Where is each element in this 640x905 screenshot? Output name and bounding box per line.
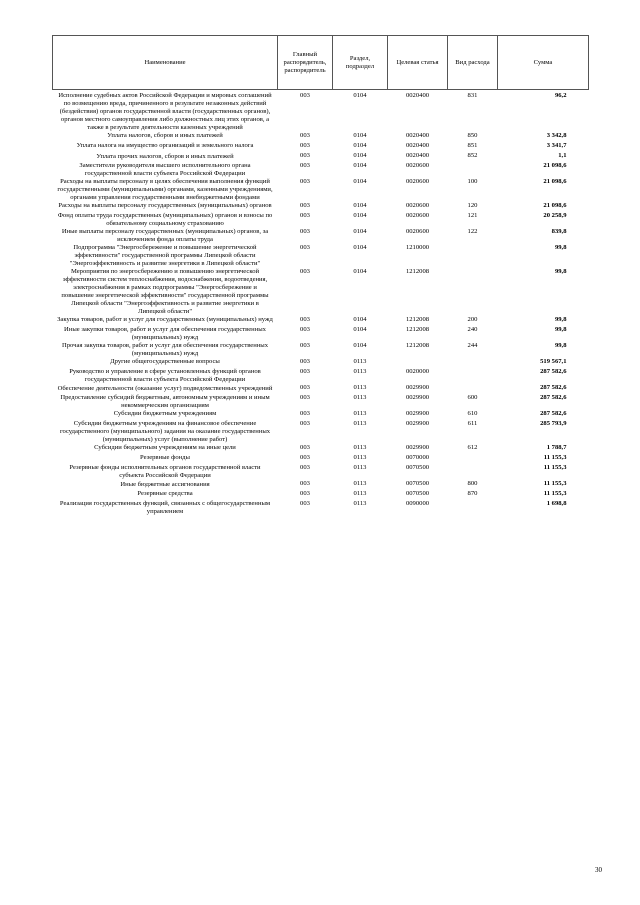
row-expense — [448, 162, 498, 178]
row-target: 0020400 — [405, 132, 430, 139]
table-row — [53, 464, 589, 480]
table-row — [53, 394, 589, 410]
row-target: 0020600 — [405, 178, 430, 185]
row-admin: 003 — [300, 480, 310, 487]
row-sum: 99,8 — [554, 244, 567, 251]
row-target: 1210000 — [405, 244, 430, 251]
table-row — [53, 342, 589, 358]
header-sum: Сумма — [498, 36, 589, 90]
table-row — [53, 316, 589, 326]
row-admin: 003 — [300, 384, 310, 391]
row-expense: 831 — [467, 92, 478, 99]
row-target: 0020600 — [405, 228, 430, 235]
row-expense: 240 — [467, 326, 478, 333]
row-expense — [448, 384, 498, 394]
row-sum: 287 582,6 — [540, 394, 567, 401]
row-admin: 003 — [300, 464, 310, 471]
row-target: 0029900 — [405, 410, 430, 417]
row-target: 0020600 — [405, 212, 430, 219]
row-target: 0020400 — [405, 92, 430, 99]
row-section: 0113 — [353, 480, 367, 487]
row-section: 0104 — [353, 92, 367, 99]
row-section: 0104 — [353, 326, 367, 333]
row-target: 0029900 — [405, 394, 430, 401]
row-section: 0104 — [353, 132, 367, 139]
row-sum: 21 098,6 — [543, 162, 567, 169]
row-target: 0020400 — [405, 152, 430, 159]
row-name: Заместители руководителя высшего исполнительного органа государственной власти субъекта Российской Федерации — [79, 162, 251, 177]
table-row — [53, 326, 589, 342]
row-admin: 003 — [300, 394, 310, 401]
table-row — [53, 132, 589, 142]
row-target: 1212008 — [405, 342, 430, 349]
row-expense: 100 — [467, 178, 478, 185]
row-section: 0113 — [353, 358, 367, 365]
row-admin: 003 — [300, 316, 310, 323]
table-row — [53, 368, 589, 384]
row-sum: 287 582,6 — [540, 368, 567, 375]
row-expense: 600 — [467, 394, 478, 401]
row-admin: 003 — [300, 410, 310, 417]
table-row — [53, 490, 589, 500]
table-row — [53, 178, 589, 202]
row-name: Подпрограмма "Энергосбережение и повышение энергетической эффективности" государственной программы Липецкой области "Энергоэффективность и развитие энергетики в Липецкой области" — [69, 244, 261, 267]
row-section: 0104 — [353, 152, 367, 159]
table-row — [53, 268, 589, 316]
row-target: 0070500 — [405, 480, 430, 487]
row-name: Уплата налогов, сборов и иных платежей — [107, 132, 223, 139]
document-page — [52, 35, 588, 516]
table-row — [53, 444, 589, 454]
row-expense: 611 — [467, 420, 478, 427]
row-target — [388, 358, 448, 368]
row-name: Руководство и управление в сфере установленных функций органов государственной власти субъекта Российской Федерации — [69, 368, 261, 383]
row-target: 0070000 — [405, 454, 430, 461]
row-expense: 850 — [467, 132, 478, 139]
row-admin: 003 — [300, 132, 310, 139]
row-name: Иные выплаты персоналу государственных (муниципальных) органов, за исключением фонда оплаты труда — [61, 228, 269, 243]
table-row — [53, 410, 589, 420]
row-target: 1212008 — [405, 268, 430, 275]
row-target: 0020000 — [405, 368, 430, 375]
row-sum: 96,2 — [554, 92, 567, 99]
header-target: Целевая статья — [388, 36, 448, 90]
row-target: 1212008 — [405, 316, 430, 323]
row-admin: 003 — [300, 444, 310, 451]
table-row — [53, 162, 589, 178]
row-target: 0029900 — [405, 420, 430, 427]
row-admin: 003 — [300, 142, 310, 149]
row-section: 0104 — [353, 342, 367, 349]
row-expense: 851 — [467, 142, 478, 149]
row-sum: 11 155,3 — [543, 480, 567, 487]
table-header-row — [53, 36, 589, 90]
row-sum: 11 155,3 — [543, 490, 567, 497]
row-admin: 003 — [300, 162, 310, 169]
row-sum: 20 258,9 — [543, 212, 567, 219]
row-admin: 003 — [300, 342, 310, 349]
row-name: Резервные фонды — [140, 454, 190, 461]
row-admin: 003 — [300, 244, 310, 251]
row-expense: 800 — [467, 480, 478, 487]
row-sum: 3 342,8 — [546, 132, 567, 139]
row-admin: 003 — [300, 326, 310, 333]
row-sum: 287 582,6 — [540, 384, 567, 391]
row-sum: 1 788,7 — [546, 444, 567, 451]
table-row — [53, 244, 589, 268]
row-expense — [448, 268, 498, 316]
row-expense — [448, 454, 498, 464]
row-section: 0113 — [353, 500, 367, 507]
row-name: Субсидии бюджетным учреждениям на финансовое обеспечение государственного (муниципального) задания на оказание государственных (муниципальных) услуг (выполнение работ) — [59, 420, 271, 443]
row-expense: 120 — [467, 202, 478, 209]
row-target: 1212008 — [405, 326, 430, 333]
row-name: Другие общегосударственные вопросы — [110, 358, 220, 365]
row-expense: 200 — [467, 316, 478, 323]
row-section: 0113 — [353, 490, 367, 497]
row-expense: 870 — [467, 490, 478, 497]
table-row — [53, 152, 589, 162]
row-name: Фонд оплаты труда государственных (муниципальных) органов и взносы по обязательному социальному страхованию — [57, 212, 273, 227]
row-section: 0104 — [353, 244, 367, 251]
row-section: 0104 — [353, 268, 367, 275]
page-number: 30 — [595, 866, 602, 874]
row-expense: 122 — [467, 228, 478, 235]
row-admin: 003 — [300, 500, 310, 507]
row-section: 0113 — [353, 410, 367, 417]
row-name: Прочая закупка товаров, работ и услуг для обеспечения государственных (муниципальных) нужд — [61, 342, 269, 357]
row-admin: 003 — [300, 228, 310, 235]
row-target: 0020600 — [405, 202, 430, 209]
row-expense: 852 — [467, 152, 478, 159]
row-admin: 003 — [300, 268, 310, 275]
row-section: 0113 — [353, 444, 367, 451]
row-sum: 11 155,3 — [543, 464, 567, 471]
row-admin: 003 — [300, 212, 310, 219]
row-sum: 99,8 — [554, 316, 567, 323]
row-expense — [448, 464, 498, 480]
row-name: Уплата налога на имущество организаций и земельного налога — [76, 142, 254, 149]
row-sum: 99,8 — [554, 268, 567, 275]
row-name: Предоставление субсидий бюджетным, автономным учреждениям и иным некоммерческим организациям — [60, 394, 270, 409]
row-section: 0104 — [353, 212, 367, 219]
row-sum: 21 098,6 — [543, 202, 567, 209]
row-section: 0104 — [353, 316, 367, 323]
row-name: Иные закупки товаров, работ и услуг для обеспечения государственных (муниципальных) нужд — [64, 326, 266, 341]
row-name: Закупка товаров, работ и услуг для государственных (муниципальных) нужд — [57, 316, 273, 323]
row-name: Субсидии бюджетным учреждениям — [113, 410, 217, 417]
row-section: 0104 — [353, 178, 367, 185]
row-expense: 610 — [467, 410, 478, 417]
row-admin: 003 — [300, 358, 310, 365]
row-name: Обеспечение деятельности (оказание услуг) подведомственных учреждений — [57, 385, 273, 392]
row-section: 0104 — [353, 202, 367, 209]
row-target: 0070500 — [405, 490, 430, 497]
row-target: 0020600 — [405, 162, 430, 169]
row-name: Субсидии бюджетным учреждениям на иные цели — [94, 444, 236, 451]
row-name: Исполнение судебных актов Российской Федерации и мировых соглашений по возмещению вреда, причиненного в результате незаконных действий (бездействия) органов государственной власти (государственных органов), органов местного самоуправления либо должностных лиц этих органов, а также в результате деятельности казенных учреждений — [58, 92, 272, 131]
row-target: 0029900 — [405, 444, 430, 451]
row-admin: 003 — [300, 178, 310, 185]
row-name: Резервные фонды исполнительных органов государственной власти субъекта Российской Федерации — [69, 464, 261, 479]
row-section: 0113 — [353, 368, 367, 375]
table-row — [53, 142, 589, 152]
row-sum: 21 098,6 — [543, 178, 567, 185]
row-sum: 1 698,8 — [546, 500, 567, 507]
row-admin: 003 — [300, 202, 310, 209]
row-name: Резервные средства — [137, 490, 193, 497]
row-section: 0104 — [353, 162, 367, 169]
header-admin: Главный распорядитель, распорядитель — [278, 36, 333, 90]
row-sum: 11 155,3 — [543, 454, 567, 461]
row-target: 0020400 — [405, 142, 430, 149]
row-sum: 3 341,7 — [546, 142, 567, 149]
row-sum: 287 582,6 — [540, 410, 567, 417]
row-expense — [448, 368, 498, 384]
row-expense — [448, 358, 498, 368]
row-admin: 003 — [300, 152, 310, 159]
row-name: Реализация государственных функций, связанных с общегосударственным управлением — [59, 500, 271, 515]
row-sum: 519 567,1 — [540, 358, 567, 365]
table-row — [53, 212, 589, 228]
row-sum: 839,8 — [551, 228, 567, 235]
row-expense: 612 — [467, 444, 478, 451]
row-expense: 244 — [467, 342, 478, 349]
row-name: Иные бюджетные ассигнования — [120, 481, 210, 488]
row-sum: 1,1 — [558, 152, 567, 159]
row-expense: 121 — [467, 212, 478, 219]
row-expense — [448, 244, 498, 268]
table-row — [53, 90, 589, 133]
table-row — [53, 420, 589, 444]
row-expense — [448, 500, 498, 516]
table-body — [53, 90, 589, 517]
row-sum: 285 793,9 — [540, 420, 567, 427]
table-row — [53, 500, 589, 516]
row-admin: 003 — [300, 420, 310, 427]
row-section: 0104 — [353, 228, 367, 235]
table-row — [53, 384, 589, 394]
row-admin: 003 — [300, 490, 310, 497]
row-sum: 99,8 — [554, 326, 567, 333]
row-name: Расходы на выплаты персоналу в целях обеспечения выполнения функций государственными (муниципальными) органами, казенными учреждениями, органами управления государственными внебюджетными фондами — [57, 178, 273, 201]
row-target: 0029900 — [405, 384, 430, 391]
row-section: 0104 — [353, 142, 367, 149]
table-row — [53, 228, 589, 244]
table-row — [53, 480, 589, 490]
row-section: 0113 — [353, 394, 367, 401]
row-admin: 003 — [300, 92, 310, 99]
budget-table — [52, 35, 589, 516]
row-admin: 003 — [300, 454, 310, 461]
row-name: Уплата прочих налогов, сборов и иных платежей — [96, 153, 234, 160]
row-section: 0113 — [353, 454, 367, 461]
row-admin: 003 — [300, 368, 310, 375]
row-target: 0070500 — [405, 464, 430, 471]
row-section: 0113 — [353, 420, 367, 427]
row-section: 0113 — [353, 384, 367, 391]
table-row — [53, 454, 589, 464]
row-target: 0090000 — [405, 500, 430, 507]
header-section: Раздел, подраздел — [333, 36, 388, 90]
row-name: Мероприятия по энергосбережению и повышению энергетической эффективности систем теплоснабжения, водоснабжения, водоотведения, электроснабжения в рамках подпрограммы "Энергосбережение и повышение энергетической эффективности" государственной программы Липецкой области "Энергоэффективность и развитие энергетики в Липецкой области" — [61, 268, 269, 315]
row-section: 0113 — [353, 464, 367, 471]
header-expense: Вид расхода — [448, 36, 498, 90]
table-row — [53, 202, 589, 212]
row-sum: 99,8 — [554, 342, 567, 349]
table-row — [53, 358, 589, 368]
row-name: Расходы на выплаты персоналу государственных (муниципальных) органов — [58, 202, 272, 209]
header-name: Наименование — [53, 36, 278, 90]
